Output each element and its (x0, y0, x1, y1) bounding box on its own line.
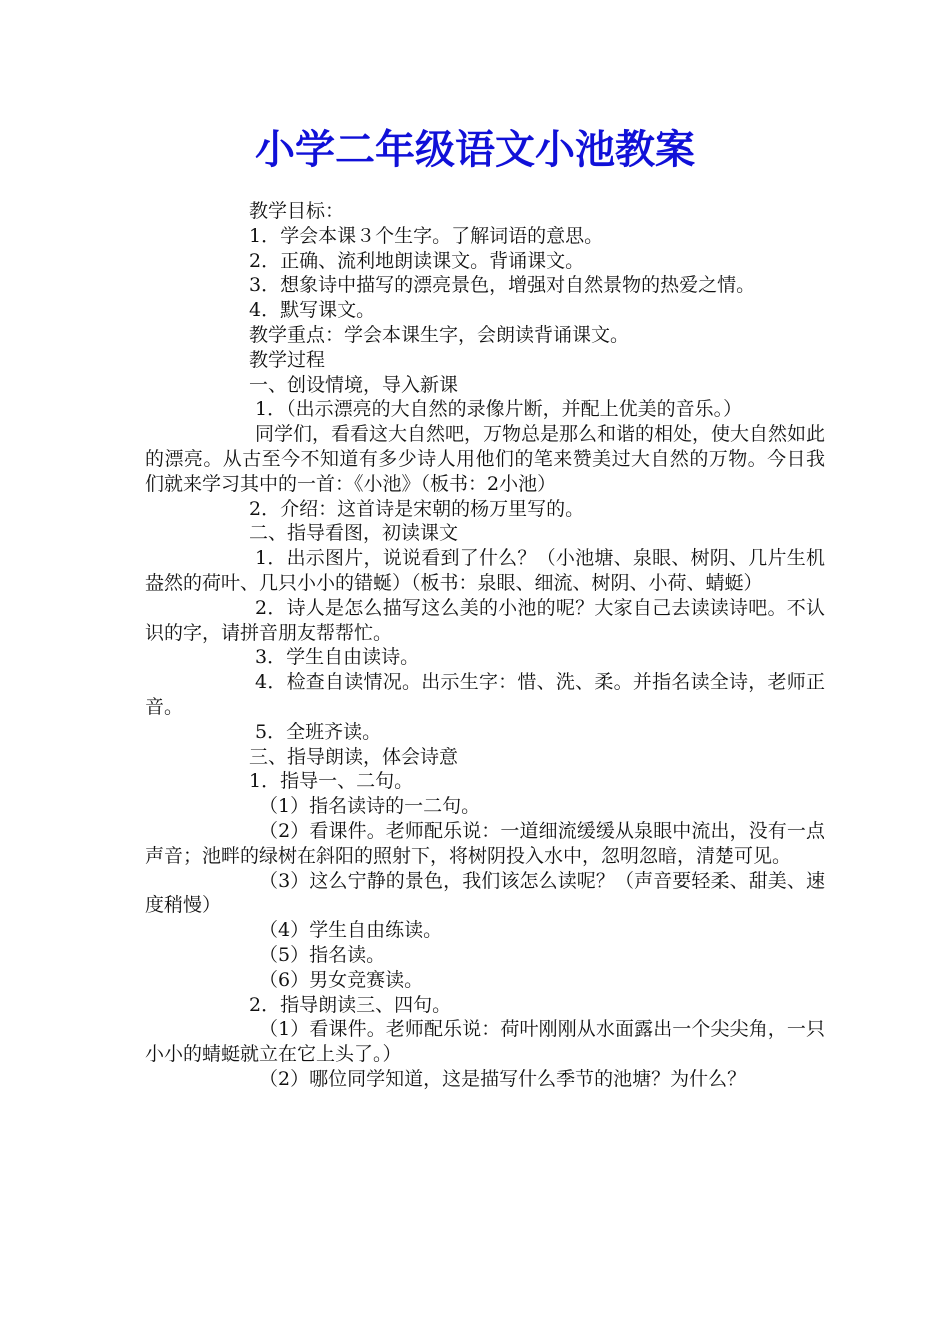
section-3-item-1-step-3: （3）这么宁静的景色，我们该怎么读呢？（声音要轻柔、甜美、速度稍慢） (145, 869, 825, 917)
paragraph-goal-4: 4．默写课文。 (249, 299, 376, 322)
section-1-heading: 一、创设情境，导入新课 (249, 373, 459, 396)
section-2-item-4: 4．检查自读情况。出示生字：惜、洗、柔。并指名读全诗，老师正音。 (145, 671, 825, 718)
section-2-heading: 二、指导看图，初读课文 (249, 522, 459, 545)
section-3-item-1: 1．指导一、二句。 (249, 770, 414, 793)
paragraph-goal-3: 3．想象诗中描写的漂亮景色，增强对自然景物的热爱之情。 (249, 274, 756, 297)
section-1-narration: 同学们，看看这大自然吧，万物总是那么和谐的相处，使大自然如此的漂亮。从古至今不知道有多少诗人用他们的笔来赞美过大自然的万物。今日我们就来学习其中的一首：《小池》（板书：2小池） (145, 423, 826, 495)
section-2-item-1: 1．出示图片，说说看到了什么？（小池塘、泉眼、树阴、几片生机盎然的荷叶、几只小小的错蜒）（板书：泉眼、细流、树阴、小荷、蜻蜓） (145, 547, 825, 594)
section-1-item-2: 2．介绍：这首诗是宋朝的杨万里写的。 (249, 497, 585, 520)
section-3-item-1-step-2: （2）看课件。老师配乐说：一道细流缓缓从泉眼中流出，没有一点声音；池畔的绿树在斜阳的照射下，将树阴投入水中，忽明忽暗，清楚可见。 (145, 819, 825, 867)
paragraph-goal-1: 1．学会本课３个生字。了解词语的意思。 (249, 224, 604, 247)
section-3-item-2: 2．指导朗读三、四句。 (249, 993, 452, 1016)
paragraph-goals-heading: 教学目标： (249, 200, 345, 222)
section-2-item-3: 3．学生自由读诗。 (255, 646, 420, 669)
section-3-item-1-step-6: （6）男女竞赛读。 (259, 968, 424, 991)
document-title: 小学二年级语文小池教案 (255, 127, 695, 173)
paragraph-goal-2: 2．正确、流利地朗读课文。背诵课文。 (249, 249, 585, 272)
section-3-item-2-step-1: （1）看课件。老师配乐说：荷叶刚刚从水面露出一个尖尖角，一只小小的蜻蜓就立在它上头了。） (145, 1018, 825, 1066)
section-3-item-2-step-2: （2）哪位同学知道，这是描写什么季节的池塘？为什么？ (259, 1067, 747, 1090)
paragraph-key-points: 教学重点：学会本课生字，会朗读背诵课文。 (249, 323, 630, 346)
section-2-item-2: 2．诗人是怎么描写这么美的小池的呢？大家自己去读读诗吧。不认识的字，请拼音朋友帮帮忙。 (145, 596, 825, 644)
section-1-item-1: 1．（出示漂亮的大自然的录像片断，并配上优美的音乐。） (255, 398, 743, 421)
document-body (145, 199, 825, 1092)
section-2-item-5: 5．全班齐读。 (255, 720, 382, 743)
section-3-item-1-step-1: （1）指名读诗的一二句。 (259, 795, 481, 818)
section-3-item-1-step-4: （4）学生自由练读。 (259, 919, 443, 942)
paragraph-process-heading: 教学过程 (249, 348, 326, 371)
section-3-item-1-step-5: （5）指名读。 (259, 943, 386, 966)
section-3-heading: 三、指导朗读，体会诗意 (249, 745, 459, 768)
